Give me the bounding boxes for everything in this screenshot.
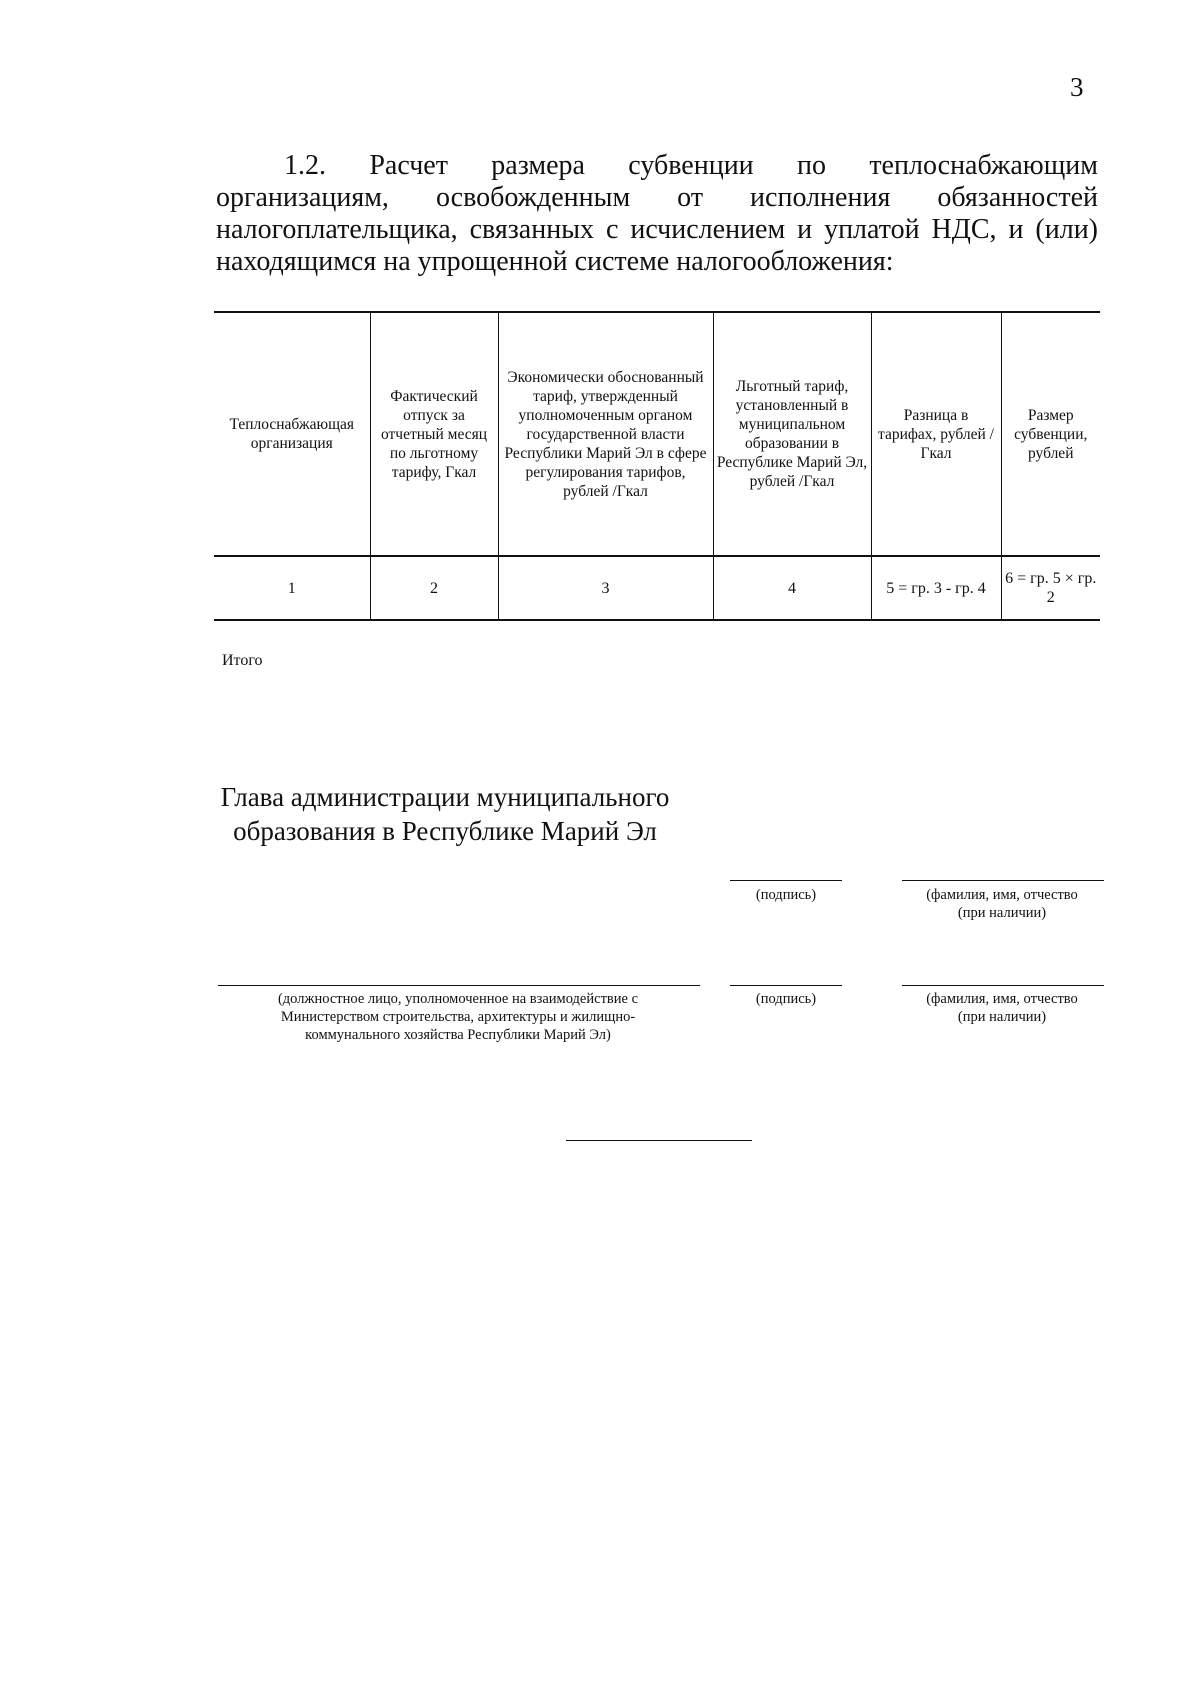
column-header: Фактический отпуск за отчетный месяц по льготному тарифу, Гкал <box>370 312 498 556</box>
column-number: 3 <box>498 556 713 620</box>
heading-line: 1.2. Расчет размера субвенции по теплоснабжающим <box>284 150 1098 181</box>
section-heading <box>216 150 1098 278</box>
column-number: 5 = гр. 3 - гр. 4 <box>871 556 1001 620</box>
column-header: Размер субвенции, рублей <box>1001 312 1100 556</box>
signature-caption: (подпись) <box>755 991 817 1007</box>
name-line <box>902 985 1104 986</box>
column-number: 4 <box>713 556 871 620</box>
end-divider <box>566 1140 752 1141</box>
column-header: Теплоснабжающая организация <box>214 312 370 556</box>
column-number: 6 = гр. 5 × гр. 2 <box>1001 556 1100 620</box>
page-number: 3 <box>1070 72 1084 102</box>
signature-line <box>730 880 842 881</box>
head-of-administration-title: Глава администрации муниципального образования в Республике Марий Эл <box>220 782 670 846</box>
column-header: Разница в тарифах, рублей /Гкал <box>871 312 1001 556</box>
signature-caption: (подпись) <box>755 887 817 903</box>
subsidy-calculation-table <box>214 311 1100 621</box>
column-header: Экономически обоснованный тариф, утвержденный уполномоченным органом государственной власти Республики Марий Эл в сфере регулирования тарифов, рублей /Гкал <box>498 312 713 556</box>
column-number: 2 <box>370 556 498 620</box>
official-line <box>218 985 700 986</box>
total-label: Итого <box>222 652 263 669</box>
column-number: 1 <box>214 556 370 620</box>
name-line <box>902 880 1104 881</box>
column-number-row <box>214 556 1100 620</box>
heading-line: налогоплательщика, связанных с исчислением и уплатой НДС, и (или) <box>216 214 1098 245</box>
table-header-row <box>214 312 1100 556</box>
column-header: Льготный тариф, установленный в муниципальном образовании в Республике Марий Эл, рублей /Гкал <box>713 312 871 556</box>
name-caption: (фамилия, имя, отчество (при наличии) <box>926 887 1078 921</box>
name-caption: (фамилия, имя, отчество (при наличии) <box>926 991 1078 1025</box>
heading-line: организациям, освобожденным от исполнения обязанностей <box>216 182 1098 213</box>
official-caption: (должностное лицо, уполномоченное на взаимодействие с Министерством строительства, архитектуры и жилищно-коммунального хозяйства Республики Марий Эл) <box>277 991 639 1043</box>
heading-line: находящимся на упрощенной системе налогообложения: <box>216 246 894 277</box>
signature-line <box>730 985 842 986</box>
